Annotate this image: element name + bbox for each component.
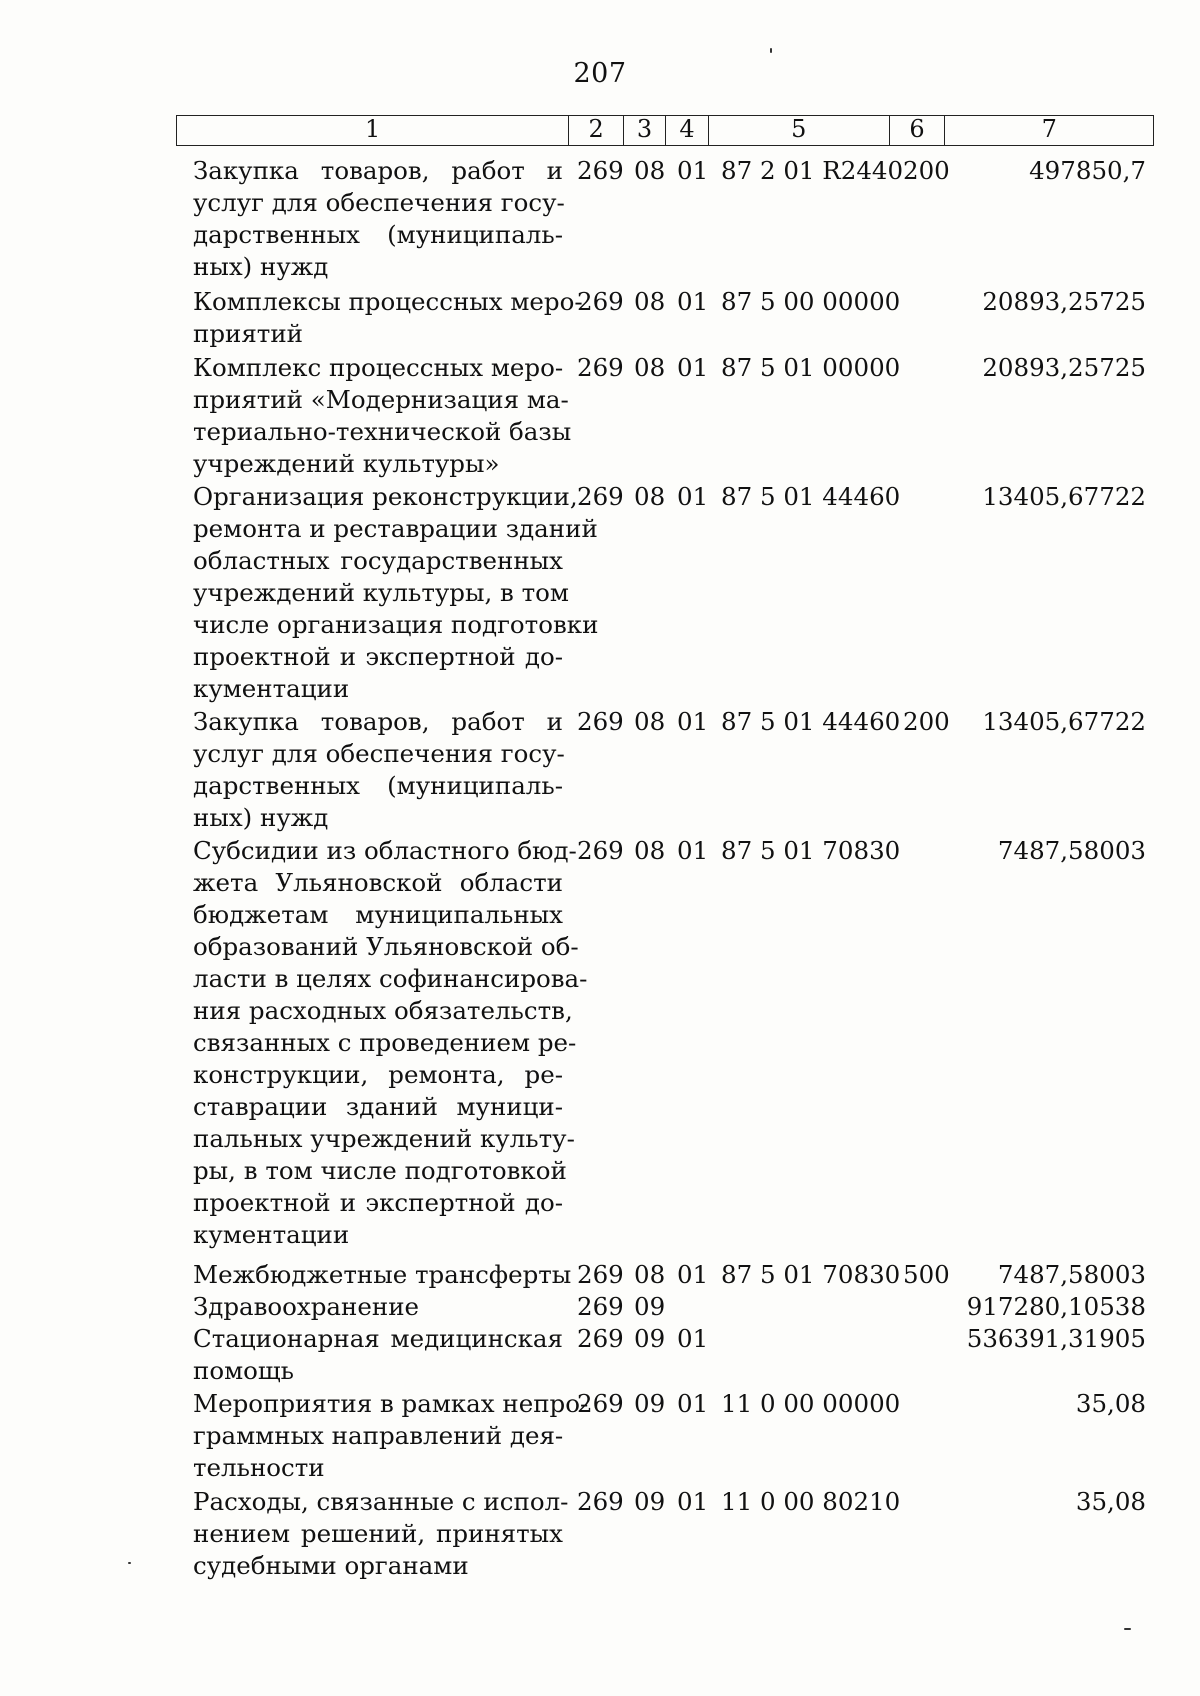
row-name-line: приятий: [193, 319, 304, 348]
table-row: [0, 1486, 1200, 1582]
table-row: [0, 352, 1200, 480]
table-row: [0, 835, 1200, 1251]
row-name-line: Мероприятия в рамках непро-: [193, 1389, 589, 1418]
row-col-2: 269: [577, 156, 624, 185]
row-amount: 536391,31905: [966, 1324, 1146, 1353]
scan-speck: [770, 48, 772, 53]
row-name-line: ния расходных обязательств,: [193, 996, 573, 1025]
row-name-line: Закупка товаров, работ и: [193, 707, 563, 736]
row-name-line: конструкции, ремонта, ре-: [193, 1060, 563, 1089]
row-name: [193, 1486, 569, 1582]
row-name-line: тельности: [193, 1453, 325, 1482]
table-row: [0, 706, 1200, 834]
row-name-line: кументации: [193, 674, 350, 703]
table-header-row: [176, 115, 1154, 146]
row-name-line: Комплекс процессных меро-: [193, 353, 564, 382]
row-name-line: Организация реконструкции,: [193, 482, 578, 511]
row-name-line: Комплексы процессных меро-: [193, 287, 583, 316]
row-name-line: связанных с проведением ре-: [193, 1028, 577, 1057]
row-amount: 35,08: [1075, 1389, 1146, 1418]
row-col-2: 269: [577, 836, 624, 865]
row-name-line: ры, в том числе подготовкой: [193, 1156, 567, 1185]
row-name-line: граммных направлений дея-: [193, 1421, 564, 1450]
header-col-7: 7: [1041, 115, 1057, 143]
row-name: [193, 155, 563, 283]
row-col-3: 08: [634, 1260, 666, 1289]
row-amount: 7487,58003: [997, 836, 1146, 865]
row-name: [193, 1259, 572, 1291]
page-number: 207: [573, 58, 627, 89]
row-name-line: ласти в целях софинансирова-: [193, 964, 588, 993]
row-col-5: 87 5 00 00000: [721, 287, 901, 316]
row-name-line: проектной и экспертной до-: [193, 1188, 563, 1217]
row-col-2: 269: [577, 1389, 624, 1418]
row-name-line: образований Ульяновской об-: [193, 932, 579, 961]
row-col-5: 87 2 01 R2440: [721, 156, 904, 185]
row-name-line: дарственных (муниципаль-: [193, 771, 563, 800]
row-name-line: Межбюджетные трансферты: [193, 1260, 572, 1289]
row-name-line: Расходы, связанные с испол-: [193, 1487, 569, 1516]
row-name: [193, 1388, 589, 1484]
table-row: [0, 1291, 1200, 1323]
header-col-2: 2: [569, 116, 624, 145]
row-amount: 917280,10538: [966, 1292, 1146, 1321]
row-col-5: 87 5 01 44460: [721, 707, 901, 736]
table-row: [0, 1323, 1200, 1387]
row-amount: 20893,25725: [982, 287, 1146, 316]
row-name: [193, 1291, 563, 1323]
row-amount: 497850,7: [1029, 156, 1146, 185]
row-col-5: 87 5 01 00000: [721, 353, 901, 382]
row-name: [193, 835, 588, 1251]
row-col-6: 200: [903, 156, 950, 185]
row-col-2: 269: [577, 1324, 624, 1353]
row-amount: 20893,25725: [982, 353, 1146, 382]
row-col-4: 01: [677, 287, 709, 316]
row-amount: 35,08: [1075, 1487, 1146, 1516]
row-col-4: 01: [677, 156, 709, 185]
row-amount: 13405,67722: [982, 707, 1146, 736]
row-name-line: ставрации зданий муници-: [193, 1092, 563, 1121]
table-row: [0, 481, 1200, 705]
row-col-4: 01: [677, 1487, 709, 1516]
row-name: [193, 706, 563, 834]
row-name: [193, 481, 599, 705]
row-name-line: ных) нужд: [193, 803, 329, 832]
row-col-2: 269: [577, 707, 624, 736]
row-col-3: 08: [634, 836, 666, 865]
row-col-3: 08: [634, 156, 666, 185]
header-col-4: 4: [666, 116, 709, 145]
row-name-line: услуг для обеспечения госу-: [193, 188, 565, 217]
row-name-line: Субсидии из областного бюд-: [193, 836, 577, 865]
row-name-line: услуг для обеспечения госу-: [193, 739, 565, 768]
row-amount: 13405,67722: [982, 482, 1146, 511]
row-col-4: 01: [677, 482, 709, 511]
row-name-line: пальных учреждений культу-: [193, 1124, 575, 1153]
row-name-line: областных государственных: [193, 546, 563, 575]
row-name: [193, 1323, 563, 1387]
row-col-2: 269: [577, 287, 624, 316]
row-name-line: Стационарная медицинская: [193, 1324, 563, 1353]
row-col-4: 01: [677, 1260, 709, 1289]
row-col-2: 269: [577, 482, 624, 511]
header-col-3: 3: [624, 116, 666, 145]
row-name-line: кументации: [193, 1220, 350, 1249]
row-col-4: 01: [677, 1389, 709, 1418]
row-name-line: числе организация подготовки: [193, 610, 599, 639]
row-name-line: нением решений, принятых: [193, 1519, 563, 1548]
row-col-4: 01: [677, 353, 709, 382]
row-name-line: жета Ульяновской области: [193, 868, 563, 897]
row-name-line: ремонта и реставрации зданий: [193, 514, 598, 543]
row-name-line: проектной и экспертной до-: [193, 642, 563, 671]
row-name-line: приятий «Модернизация ма-: [193, 385, 569, 414]
row-name-line: учреждений культуры»: [193, 449, 500, 478]
row-name-line: дарственных (муниципаль-: [193, 220, 563, 249]
row-col-3: 08: [634, 353, 666, 382]
row-name: [193, 286, 583, 350]
row-name-line: помощь: [193, 1356, 295, 1385]
row-name: [193, 352, 572, 480]
row-col-4: 01: [677, 1324, 709, 1353]
row-name-line: Закупка товаров, работ и: [193, 156, 563, 185]
row-col-3: 08: [634, 287, 666, 316]
table-row: [0, 155, 1200, 283]
row-col-6: 200: [903, 707, 950, 736]
row-col-3: 09: [634, 1487, 666, 1516]
row-col-3: 08: [634, 482, 666, 511]
header-col-5: 5: [709, 116, 890, 145]
row-col-3: 09: [634, 1389, 666, 1418]
row-col-3: 08: [634, 707, 666, 736]
row-col-6: 500: [903, 1260, 950, 1289]
header-col-1: 1: [177, 116, 569, 145]
table-row: [0, 1388, 1200, 1484]
table-row: [0, 1259, 1200, 1291]
row-col-3: 09: [634, 1292, 666, 1321]
row-col-4: 01: [677, 707, 709, 736]
row-col-2: 269: [577, 1487, 624, 1516]
row-amount: 7487,58003: [997, 1260, 1146, 1289]
row-col-2: 269: [577, 1292, 624, 1321]
header-col-6: 6: [890, 116, 946, 145]
row-col-5: 87 5 01 70830: [721, 836, 901, 865]
row-col-4: 01: [677, 836, 709, 865]
row-col-3: 09: [634, 1324, 666, 1353]
row-name-line: Здравоохранение: [193, 1292, 420, 1321]
row-name-line: судебными органами: [193, 1551, 469, 1580]
scan-speck: [1124, 1628, 1131, 1630]
row-col-5: 87 5 01 70830: [721, 1260, 901, 1289]
table-row: [0, 286, 1200, 350]
row-col-2: 269: [577, 353, 624, 382]
row-col-5: 87 5 01 44460: [721, 482, 901, 511]
row-name-line: учреждений культуры, в том: [193, 578, 569, 607]
row-name-line: ных) нужд: [193, 252, 329, 281]
row-col-2: 269: [577, 1260, 624, 1289]
row-col-5: 11 0 00 00000: [721, 1389, 901, 1418]
row-name-line: териально-технической базы: [193, 417, 572, 446]
row-name-line: бюджетам муниципальных: [193, 900, 563, 929]
row-col-5: 11 0 00 80210: [721, 1487, 901, 1516]
